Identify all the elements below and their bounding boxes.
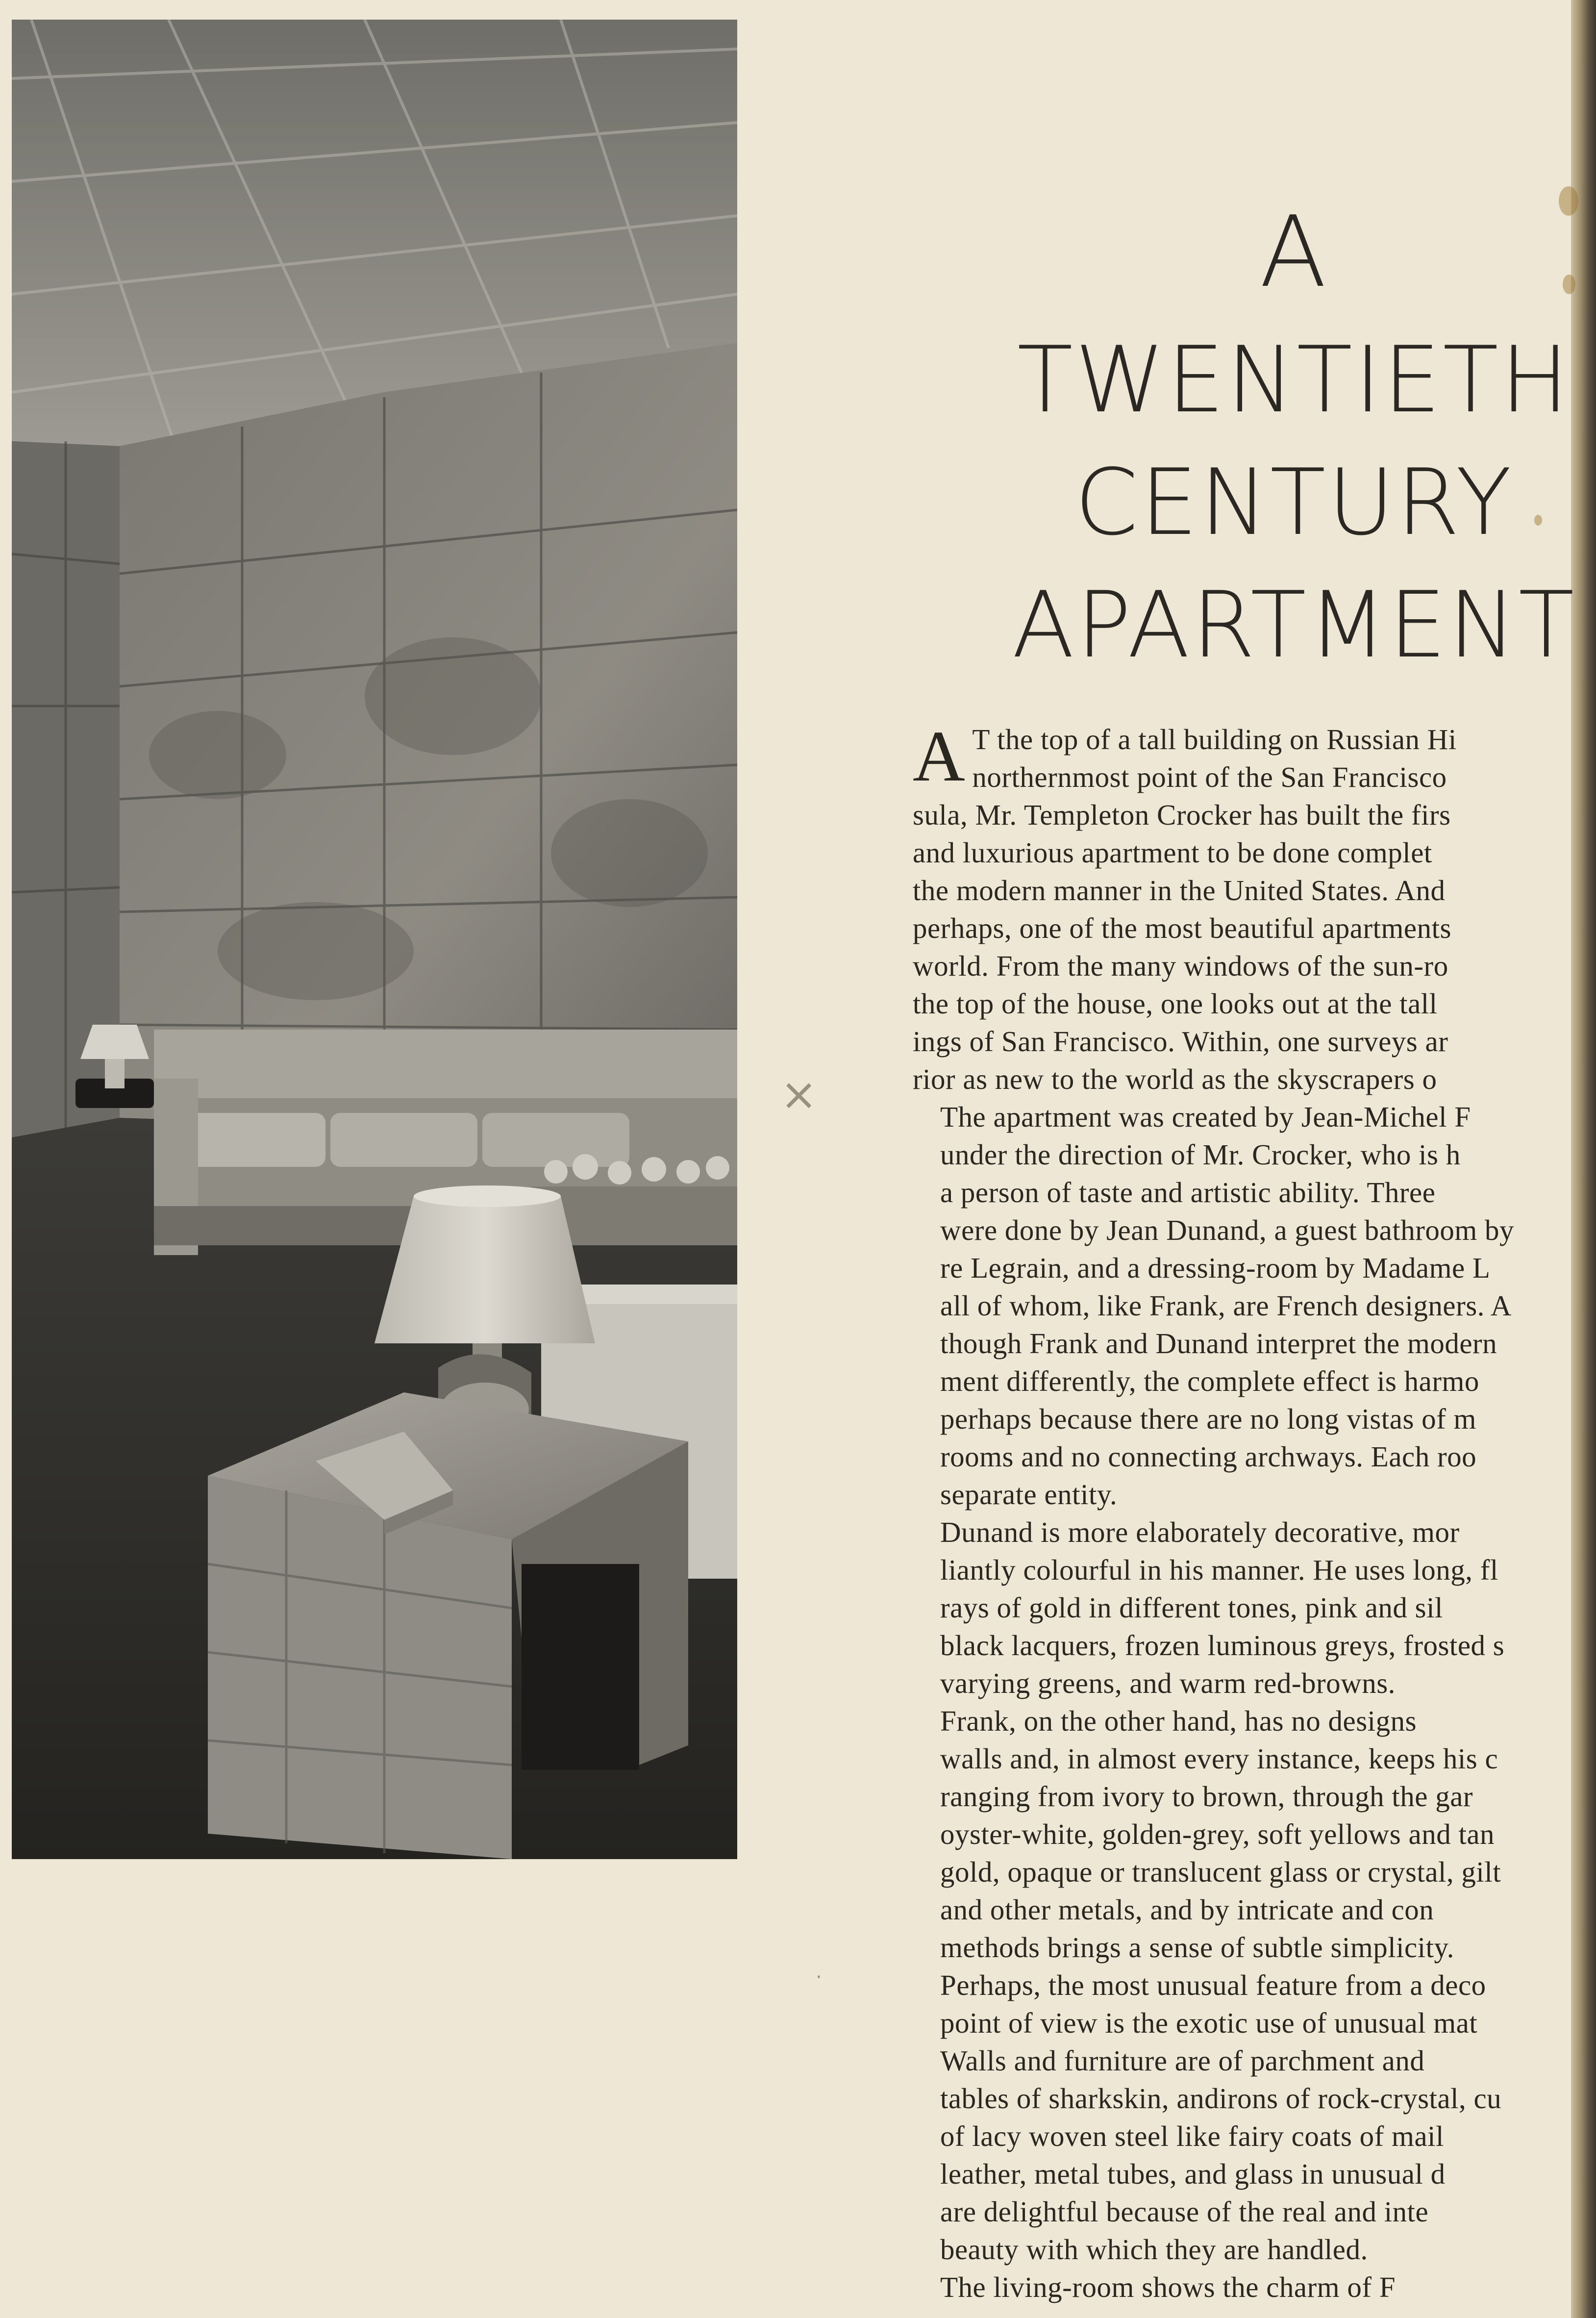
text-line: world. From the many windows of the sun-ro [913, 950, 1448, 982]
headline-line-2: TWENTIETH [1017, 327, 1571, 433]
text-line: perhaps, one of the most beautiful apartments [913, 912, 1451, 944]
text-line: and luxurious apartment to be done complet [913, 836, 1432, 869]
text-line: all of whom, like Frank, are French designers. A [940, 1289, 1512, 1322]
text-line: leather, metal tubes, and glass in unusual d [940, 2158, 1446, 2190]
text-line: of lacy woven steel like fairy coats of mail [940, 2120, 1444, 2152]
paragraph-2 [913, 1098, 1571, 1513]
article-body [913, 721, 1571, 2318]
text-line: gold, opaque or translucent glass or crystal, gilt [940, 1856, 1501, 1888]
pencil-mark: × [780, 1069, 818, 1120]
headline-line-1: A [1259, 195, 1329, 309]
text-line: perhaps because there are no long vistas of m [940, 1403, 1476, 1435]
drop-cap: A [913, 721, 966, 797]
text-line: tables of sharkskin, andirons of rock-crystal, cu [940, 2082, 1502, 2115]
paragraph-1 [913, 721, 1571, 1098]
text-line: oyster-white, golden-grey, soft yellows and tan [940, 1818, 1495, 1850]
text-line: ings of San Francisco. Within, one surveys ar [913, 1025, 1448, 1058]
text-line: methods brings a sense of subtle simplicity. [940, 1931, 1454, 1964]
paragraph-3 [913, 1513, 1571, 1702]
text-line: though Frank and Dunand interpret the modern [940, 1327, 1497, 1360]
text-line: Walls and furniture are of parchment and [940, 2044, 1425, 2077]
interior-photograph [12, 20, 737, 1859]
text-line: are delightful because of the real and inte [940, 2195, 1429, 2228]
text-line: rior as new to the world as the skyscrapers o [913, 1063, 1437, 1095]
text-line: rooms and no connecting archways. Each roo [940, 1440, 1477, 1473]
text-line: The apartment was created by Jean-Michel F [940, 1101, 1471, 1133]
paragraph-6 [913, 2268, 1571, 2306]
article-headline [975, 191, 1596, 686]
text-line: northernmost point of the San Francisco [972, 761, 1447, 793]
headline-line-3: CENTURY [1074, 449, 1514, 555]
text-line: a person of taste and artistic ability. Three [940, 1176, 1436, 1209]
text-line: rays of gold in different tones, pink and sil [940, 1591, 1443, 1624]
text-line: Perhaps, the most unusual feature from a deco [940, 1969, 1486, 2001]
text-line: black lacquers, frozen luminous greys, frosted s [940, 1629, 1505, 1662]
headline-line-4: APARTMENT [1012, 572, 1576, 678]
text-line: re Legrain, and a dressing-room by Madame L [940, 1252, 1491, 1284]
text-line: sula, Mr. Templeton Crocker has built the firs [913, 799, 1451, 831]
pencil-mark: · [816, 1966, 822, 1989]
text-line: ranging from ivory to brown, through the gar [940, 1780, 1473, 1813]
text-line: liantly colourful in his manner. He uses long, fl [940, 1554, 1498, 1586]
text-line: the modern manner in the United States. And [913, 874, 1446, 907]
text-line: Frank, on the other hand, has no designs [940, 1705, 1417, 1737]
text-line: the top of the house, one looks out at the tall [913, 987, 1438, 1020]
text-line: beauty with which they are handled. [940, 2233, 1368, 2266]
text-line: under the direction of Mr. Crocker, who is h [940, 1138, 1461, 1171]
text-line: point of view is the exotic use of unusual mat [940, 2007, 1478, 2039]
paragraph-4 [913, 1702, 1571, 1966]
text-line: varying greens, and warm red-browns. [940, 1667, 1396, 1699]
text-line: T the top of a tall building on Russian Hi [972, 723, 1457, 756]
text-line: Dunand is more elaborately decorative, mor [940, 1516, 1460, 1548]
text-line: The living-room shows the charm of F [940, 2271, 1396, 2303]
text-line: separate entity. [940, 1478, 1118, 1511]
text-line: were done by Jean Dunand, a guest bathroom by [940, 1214, 1515, 1246]
paragraph-5 [913, 1966, 1571, 2268]
text-line: and other metals, and by intricate and con [940, 1893, 1434, 1926]
text-line: walls and, in almost every instance, keeps his c [940, 1742, 1498, 1775]
text-line: ment differently, the complete effect is harmo [940, 1365, 1479, 1397]
